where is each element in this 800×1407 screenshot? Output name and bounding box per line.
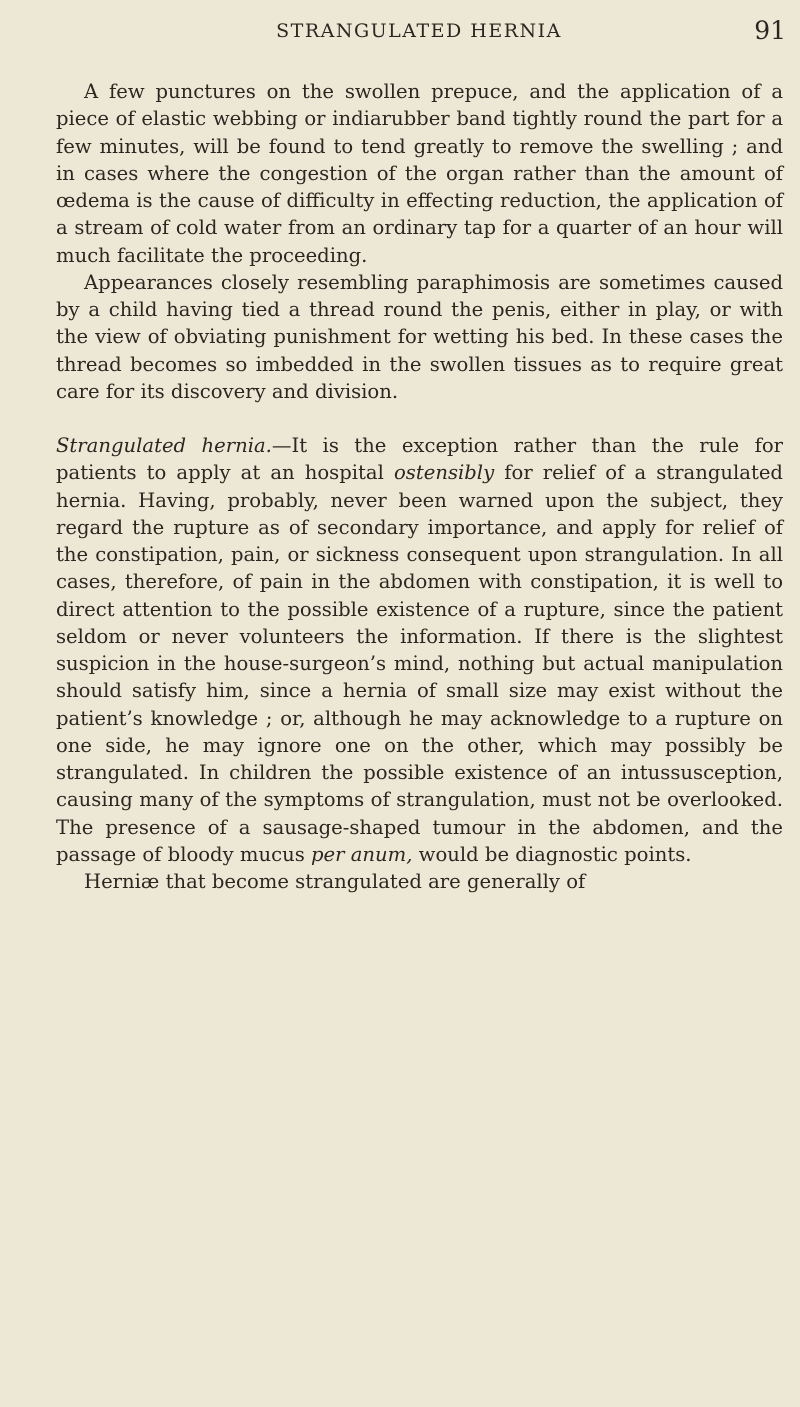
paragraph-strangulated-hernia bbox=[56, 432, 783, 868]
paragraph-appearances: Appearances closely resembling paraphimosis are sometimes caused by a child having tied a thread round the penis, either in play, or with the view of obviating punishment for wetting his bed. In these cases the thread becomes so imbedded in the swollen tissues as to require great care for its discovery and division. bbox=[56, 270, 783, 403]
italic-term: ostensibly bbox=[394, 461, 495, 485]
paragraph-punctures: A few punctures on the swollen prepuce, and the application of a piece of elastic webbing or indiarubber band tightly round the part for a few minutes, will be found to tend greatly to remove the swelling ; and in cases where the congestion of the organ rather than the amount of œdema is the cause of difficulty in effecting reduction, the application of a stream of cold water from an ordinary tap for a quarter of an hour will much facilitate the proceeding. bbox=[56, 80, 783, 267]
paragraph-herniae: Herniæ that become strangulated are generally of bbox=[84, 870, 586, 893]
italic-term: per anum, bbox=[310, 842, 413, 866]
page-header bbox=[52, 16, 786, 56]
section-heading: Strangulated hernia. bbox=[56, 434, 272, 457]
paragraph-text: would be diagnostic points. bbox=[412, 842, 692, 866]
body-text bbox=[56, 78, 783, 895]
paragraph-text: for relief of a strangulated hernia. Having, probably, never been warned upon the subject, they regard the rupture as of secondary importance, and apply for relief of the constipation, pain, or sickness consequent upon strangulation. In all cases, therefore, of pain in the abdomen with constipation, it is well to direct attention to the possible existence of a rupture, since the patient seldom or never volunteers the information. If there is the slightest suspicion in the house-surgeon’s mind, nothing but actual manipulation should satisfy him, since a hernia of small size may exist without the patient’s knowledge ; or, although he may acknowledge to a rupture on one side, he may ignore one on the other, which may possibly be strangulated. In children the possible existence of an intussusception, causing many of the symptoms of strangulation, must not be overlooked. The presence of a sausage-shaped tumour in the abdomen, and the passage of bloody mucus bbox=[56, 461, 783, 866]
paragraph-text: —It is the exception rather than the rule for patients to apply at an hospital bbox=[56, 434, 783, 485]
running-title: STRANGULATED HERNIA bbox=[276, 20, 562, 42]
page-number: 91 bbox=[754, 16, 786, 45]
